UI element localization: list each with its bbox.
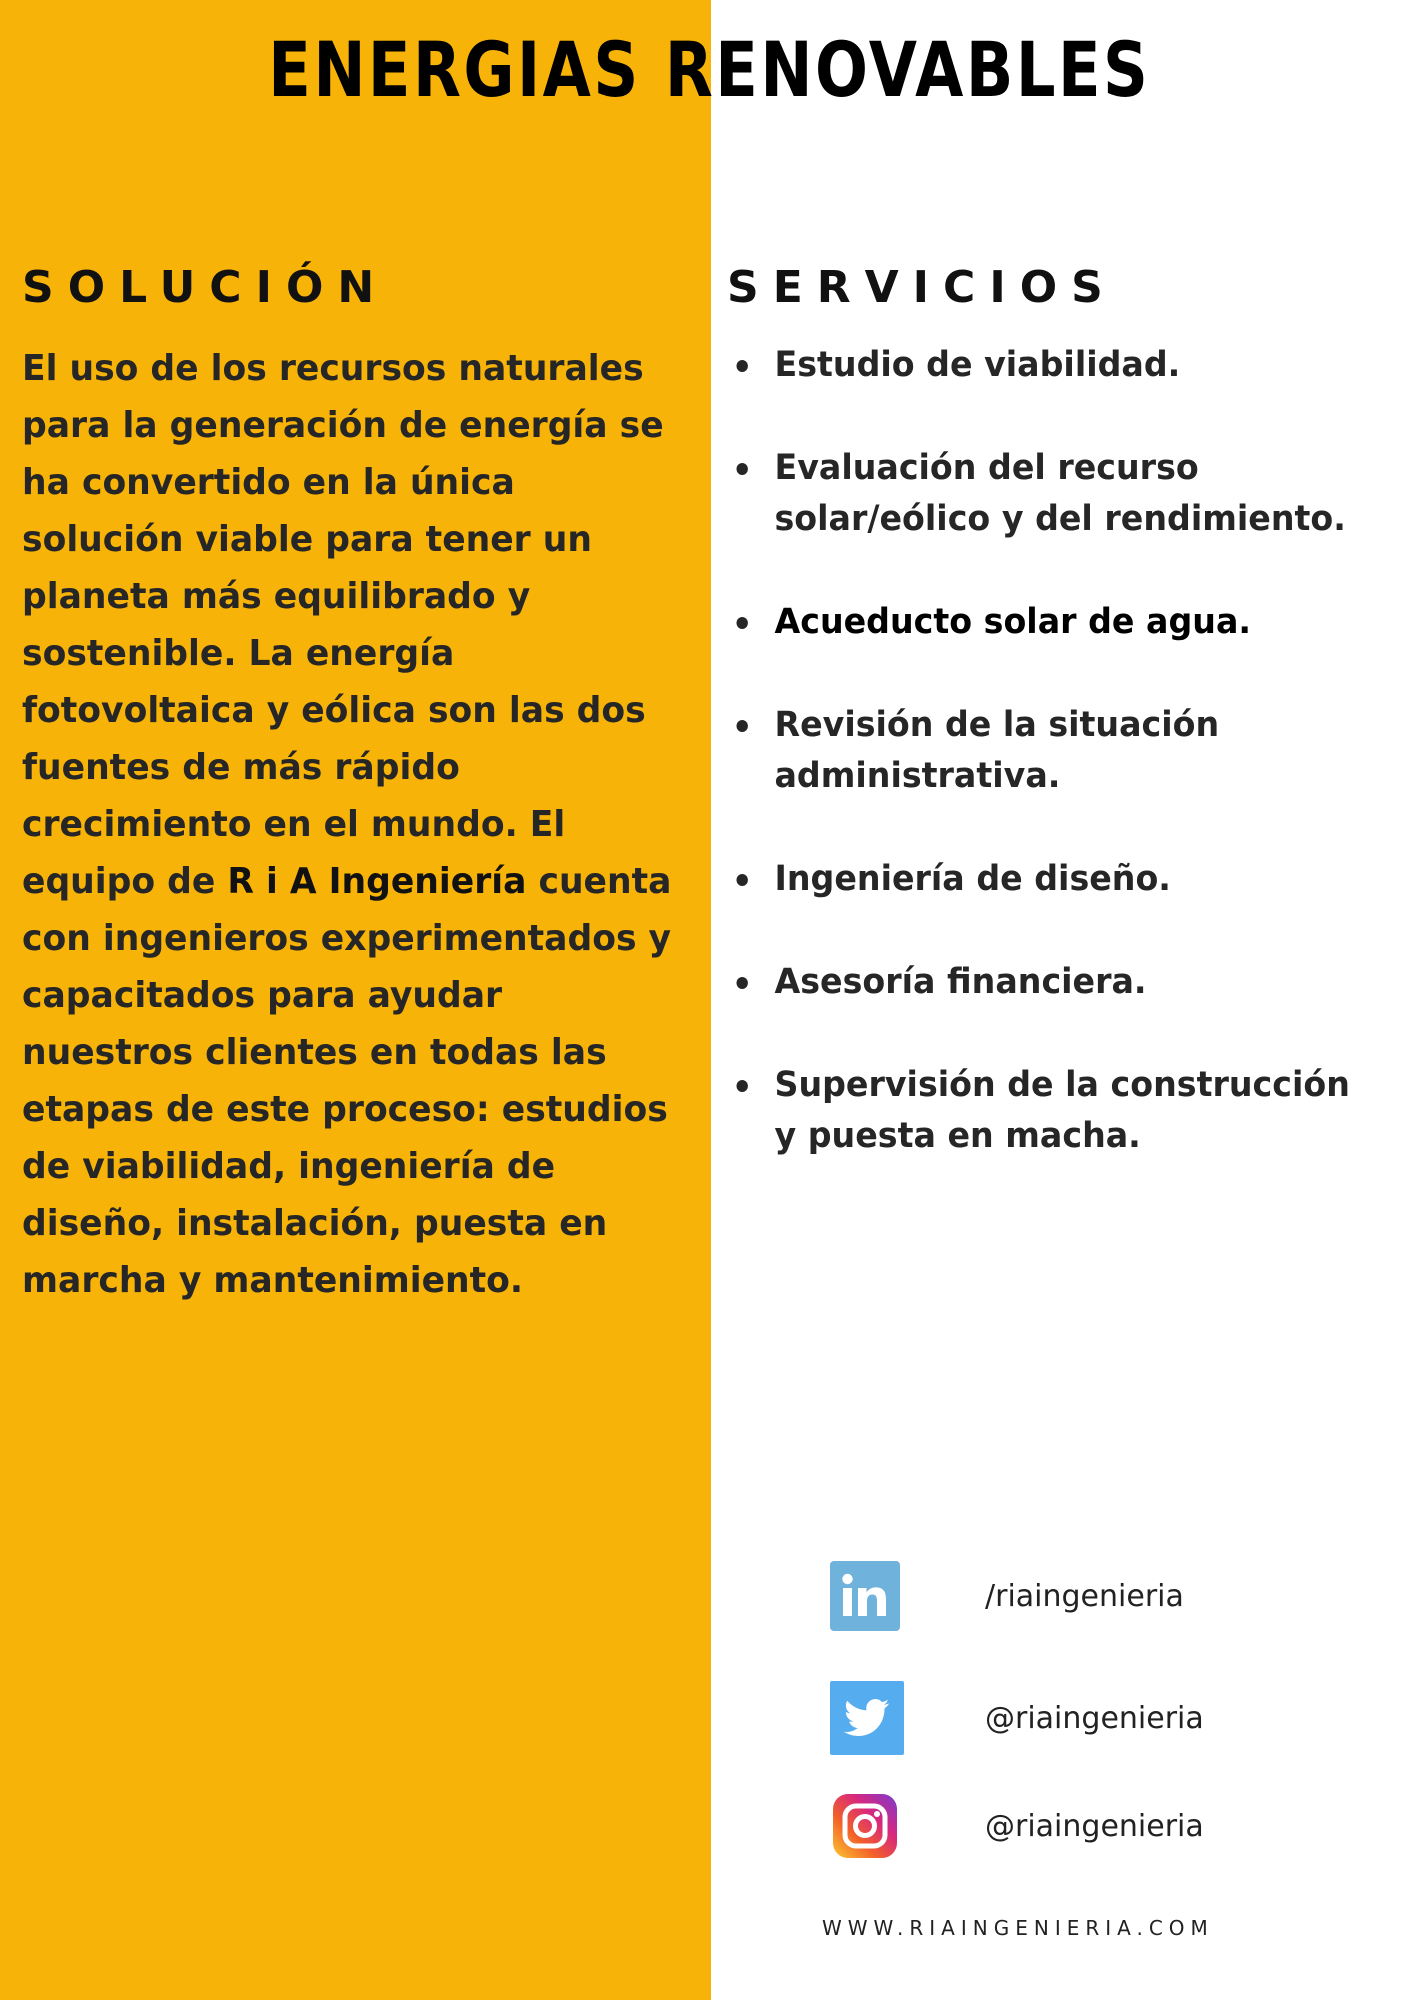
solution-text-part: cuenta con ingenieros experimentados y capacitados para ayudar nuestros clientes en todas las etapas de este proceso: estudios de viabilidad, ingeniería de diseño, instalación, puesta en marcha y mantenimiento. xyxy=(22,861,672,1301)
linkedin-handle[interactable]: /riaingenieria xyxy=(985,1578,1184,1614)
bullet-icon xyxy=(737,360,748,372)
service-item-label: Acueducto solar de agua. xyxy=(774,602,1252,642)
solution-text-part: El uso de los recursos naturales para la generación de energía se ha convertido en la única solución viable para tener un planeta más equilibrado y sostenible. La energía fotovoltaica y eólica son las dos fuentes de más rápido crecimiento en el mundo. El equipo de xyxy=(22,348,664,902)
service-item xyxy=(727,597,1373,648)
service-item xyxy=(727,957,1373,1008)
bullet-icon xyxy=(737,1080,748,1092)
instagram-icon[interactable] xyxy=(830,1791,900,1861)
solution-heading: SOLUCIÓN xyxy=(22,262,389,313)
bullet-icon xyxy=(737,617,748,629)
instagram-handle[interactable]: @riaingenieria xyxy=(985,1808,1204,1844)
service-item-label: Evaluación del recurso solar/eólico y del rendimiento. xyxy=(774,448,1346,539)
service-item xyxy=(727,443,1373,545)
service-item xyxy=(727,340,1373,391)
page-title: ENERGIAS RENOVABLES xyxy=(268,25,1151,114)
website-link[interactable]: WWW.RIAINGENIERIA.COM xyxy=(822,1916,1214,1940)
bullet-icon xyxy=(737,720,748,732)
service-item-label: Ingeniería de diseño. xyxy=(774,859,1171,899)
company-name: R i A Ingeniería xyxy=(227,861,527,902)
bullet-icon xyxy=(737,874,748,886)
social-linkedin[interactable] xyxy=(830,1558,1390,1634)
twitter-icon[interactable] xyxy=(830,1681,904,1755)
linkedin-icon[interactable] xyxy=(830,1561,900,1631)
service-item-label: Revisión de la situación administrativa. xyxy=(774,705,1220,796)
bullet-icon xyxy=(737,463,748,475)
twitter-handle[interactable]: @riaingenieria xyxy=(985,1700,1204,1736)
service-item xyxy=(727,854,1373,905)
service-item xyxy=(727,700,1373,802)
service-item-label: Estudio de viabilidad. xyxy=(774,345,1181,385)
service-item-label: Supervisión de la construcción y puesta en macha. xyxy=(774,1065,1350,1156)
social-twitter[interactable] xyxy=(830,1680,1390,1756)
solution-paragraph xyxy=(22,340,684,1309)
services-heading: SERVICIOS xyxy=(727,262,1117,313)
social-instagram[interactable] xyxy=(830,1788,1390,1864)
services-list xyxy=(727,340,1407,1214)
bullet-icon xyxy=(737,977,748,989)
service-item xyxy=(727,1060,1373,1162)
service-item-label: Asesoría financiera. xyxy=(774,962,1147,1002)
